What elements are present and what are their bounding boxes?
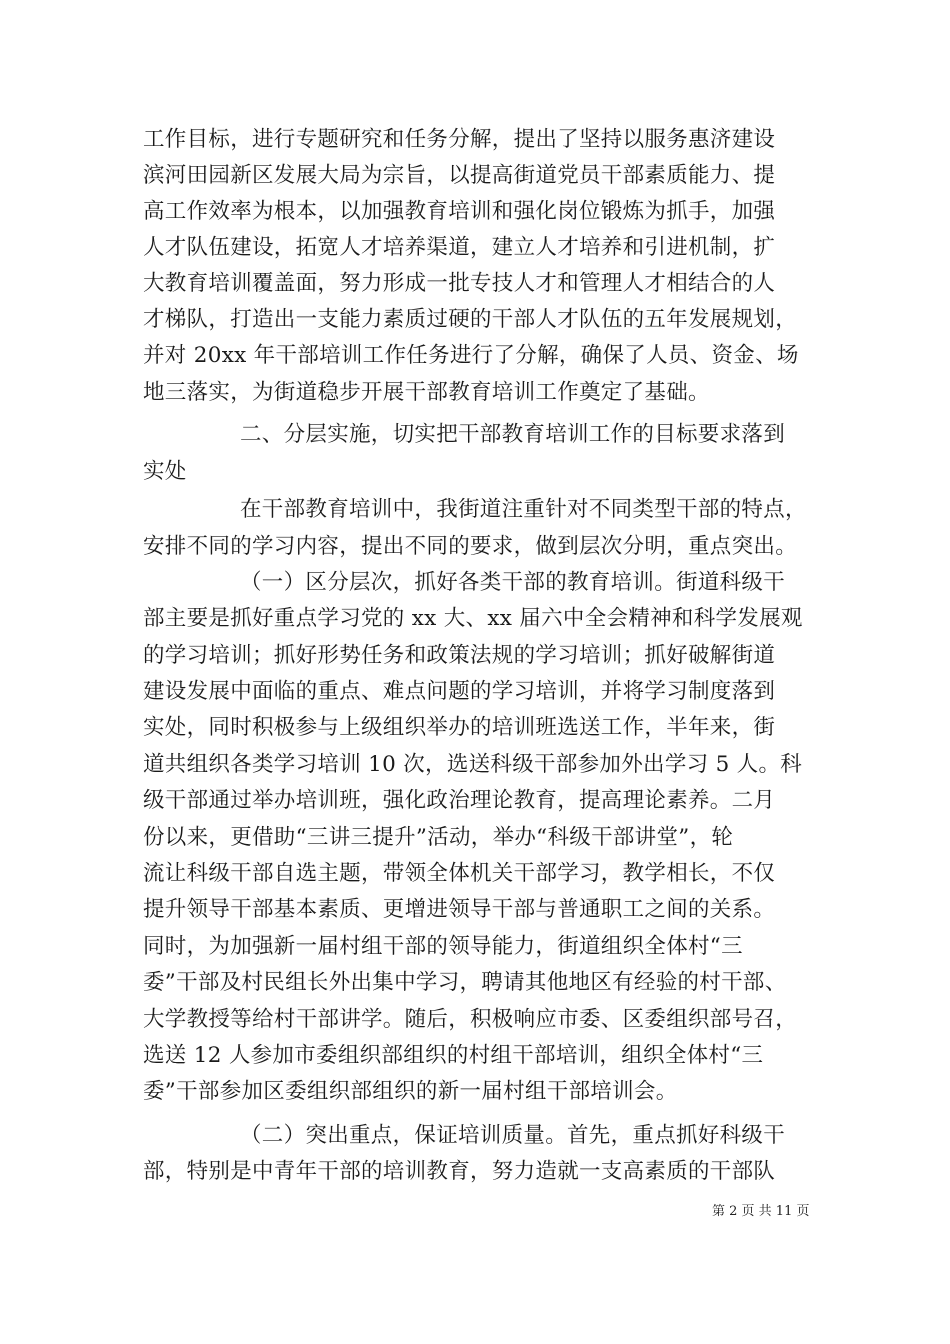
section-heading: 二、分层实施，切实把干部教育培训工作的目标要求落到	[240, 422, 786, 447]
text-line: 大学教授等给村干部讲学。随后，积极响应市委、区委组织部号召，	[143, 1007, 798, 1032]
text-line: 提升领导干部基本素质、更增进领导干部与普通职工之间的关系。	[143, 897, 776, 922]
text-line: 工作目标，进行专题研究和任务分解，提出了坚持以服务惠济建设	[143, 127, 776, 152]
text-line: 在干部教育培训中，我街道注重针对不同类型干部的特点，	[240, 497, 807, 522]
text-line: 级干部通过举办培训班，强化政治理论教育，提高理论素养。二月	[143, 788, 776, 813]
text-line: 选送 12 人参加市委组织部组织的村组干部培训，组织全体村“三	[143, 1043, 764, 1068]
text-line: 安排不同的学习内容，提出不同的要求，做到层次分明，重点突出。	[143, 534, 798, 559]
subsection-line: （二）突出重点，保证培训质量。首先，重点抓好科级干	[240, 1123, 786, 1148]
text-line: 大教育培训覆盖面，努力形成一批专技人才和管理人才相结合的人	[143, 271, 776, 296]
text-line: 人才队伍建设，拓宽人才培养渠道，建立人才培养和引进机制，扩	[143, 235, 776, 260]
page-number: 第 2 页 共 11 页	[712, 1204, 810, 1219]
text-line: 建设发展中面临的重点、难点问题的学习培训，并将学习制度落到	[143, 679, 776, 704]
text-line: 实处，同时积极参与上级组织举办的培训班选送工作，半年来，街	[143, 715, 776, 740]
section-heading-continued: 实处	[143, 459, 187, 484]
text-line: 的学习培训；抓好形势任务和政策法规的学习培训；抓好破解街道	[143, 643, 776, 668]
text-line: 才梯队，打造出一支能力素质过硬的干部人才队伍的五年发展规划，	[143, 307, 798, 332]
text-line: 份以来，更借助“三讲三提升”活动，举办“科级干部讲堂”，轮	[143, 825, 734, 850]
text-line: 同时，为加强新一届村组干部的领导能力，街道组织全体村“三	[143, 934, 743, 959]
text-line: 流让科级干部自选主题，带领全体机关干部学习，教学相长，不仅	[143, 861, 776, 886]
text-line: 滨河田园新区发展大局为宗旨，以提高街道党员干部素质能力、提	[143, 163, 776, 188]
subsection-line: （一）区分层次，抓好各类干部的教育培训。街道科级干	[240, 570, 786, 595]
text-line: 地三落实，为街道稳步开展干部教育培训工作奠定了基础。	[143, 380, 710, 405]
text-line: 道共组织各类学习培训 10 次，选送科级干部参加外出学习 5 人。科	[143, 752, 803, 777]
text-line: 部，特别是中青年干部的培训教育，努力造就一支高素质的干部队	[143, 1159, 776, 1184]
text-line: 并对 20xx 年干部培训工作任务进行了分解，确保了人员、资金、场	[143, 343, 799, 368]
text-line: 委”干部及村民组长外出集中学习，聘请其他地区有经验的村干部、	[143, 970, 787, 995]
text-line: 部主要是抓好重点学习党的 xx 大、xx 届六中全会精神和科学发展观	[143, 606, 803, 631]
text-line: 高工作效率为根本，以加强教育培训和强化岗位锻炼为抓手，加强	[143, 199, 776, 224]
text-line: 委”干部参加区委组织部组织的新一届村组干部培训会。	[143, 1079, 678, 1104]
